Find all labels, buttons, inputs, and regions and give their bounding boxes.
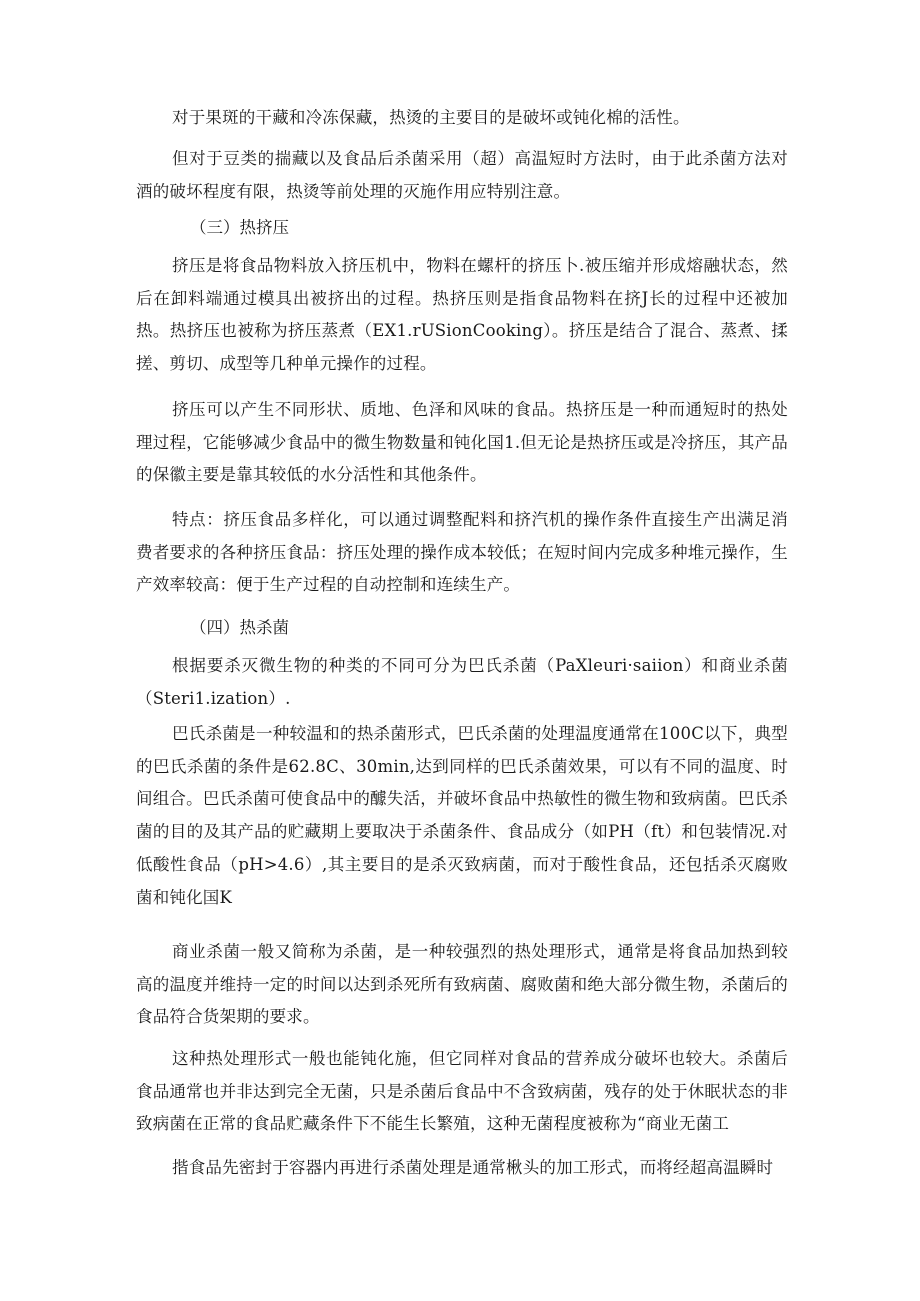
section-heading-thermal-sterilization: （四）热杀菌 <box>190 618 289 637</box>
paragraph-sterilization-types: 根据要杀灭微生物的种类的不同可分为巴氏杀菌（PaXleuri·saiion）和商业杀菌（Steri1.ization）. <box>136 656 788 708</box>
paragraph-pasteurization: 巴氏杀菌是一种较温和的热杀菌形式，巴氏杀菌的处理温度通常在100C以下，典型的巴氏杀菌的条件是62.8C、30min,达到同样的巴氏杀菌效果，可以有不同的温度、时间组合。巴氏杀菌可使食品中的醵失活，并破坏食品中热敏性的微生物和致病菌。巴氏杀菌的目的及其产品的贮藏期上要取决于杀菌条件、食品成分（如PH（ft）和包装情况.对低酸性食品（pH>4.6）,其主要目的是杀灭致病菌，而对于酸性食品，还包括杀灭腐败菌和钝化国K <box>136 724 788 907</box>
paragraph-commercial-sterility: 这种热处理形式一般也能钝化施，但它同样对食品的营养成分破坏也较大。杀菌后食品通常也并非达到完全无菌，只是杀菌后食品中不含致病菌，残存的处于休眠状态的非致病菌在正常的食品贮藏条件下不能生长繁殖，这种无菌程度被称为“商业无菌工 <box>136 1049 788 1134</box>
section-heading-hot-extrusion: （三）热挤压 <box>190 218 289 237</box>
paragraph-blanching-purpose: 对于果斑的干藏和冷冻保藏，热烫的主要目的是破坏或钝化棉的活性。 <box>172 108 690 127</box>
paragraph-commercial-sterilization: 商业杀菌一般又简称为杀菌，是一种较强烈的热处理形式，通常是将食品加热到较高的温度并维持一定的时间以达到杀死所有致病菌、腐败菌和绝大部分微生物，杀菌后的食品符合货架期的要求。 <box>136 942 788 1027</box>
paragraph-extrusion-features: 特点：挤压食品多样化，可以通过调整配料和挤汽机的操作条件直接生产出满足消费者要求的各种挤压食品：挤压处理的操作成本较低；在短时间内完成多种堆元操作，生产效率较高：便于生产过程的自动控制和连续生产。 <box>136 510 788 595</box>
paragraph-blanching-note: 但对于豆类的揣藏以及食品后杀菌采用（超）高温短时方法时，由于此杀菌方法对酒的破坏程度有限，热烫等前处理的灭施作用应特别注意。 <box>136 149 788 201</box>
paragraph-extrusion-products: 挤压可以产生不同形状、质地、色泽和风味的食品。热挤压是一种而通短时的热处理过程，它能够减少食品中的微生物数量和钝化国1.但无论是热挤压或是冷挤压，其产品的保徽主要是靠其较低的水分活性和其他条件。 <box>136 400 788 485</box>
paragraph-container-sterilization: 揩食品先密封于容器内再进行杀菌处理是通常楸头的加工形式，而将经超高温瞬时 <box>172 1158 774 1177</box>
paragraph-extrusion-definition: 挤压是将食品物料放入挤压机中，物料在螺杆的挤压卜.被压缩并形成熔融状态，然后在卸料端通过模具出被挤出的过程。热挤压则是指食品物料在挤J长的过程中还被加热。热挤压也被称为挤压蒸煮（EX1.rUSionCooking）。挤压是结合了混合、蒸煮、揉搓、剪切、成型等几种单元操作的过程。 <box>136 256 788 374</box>
